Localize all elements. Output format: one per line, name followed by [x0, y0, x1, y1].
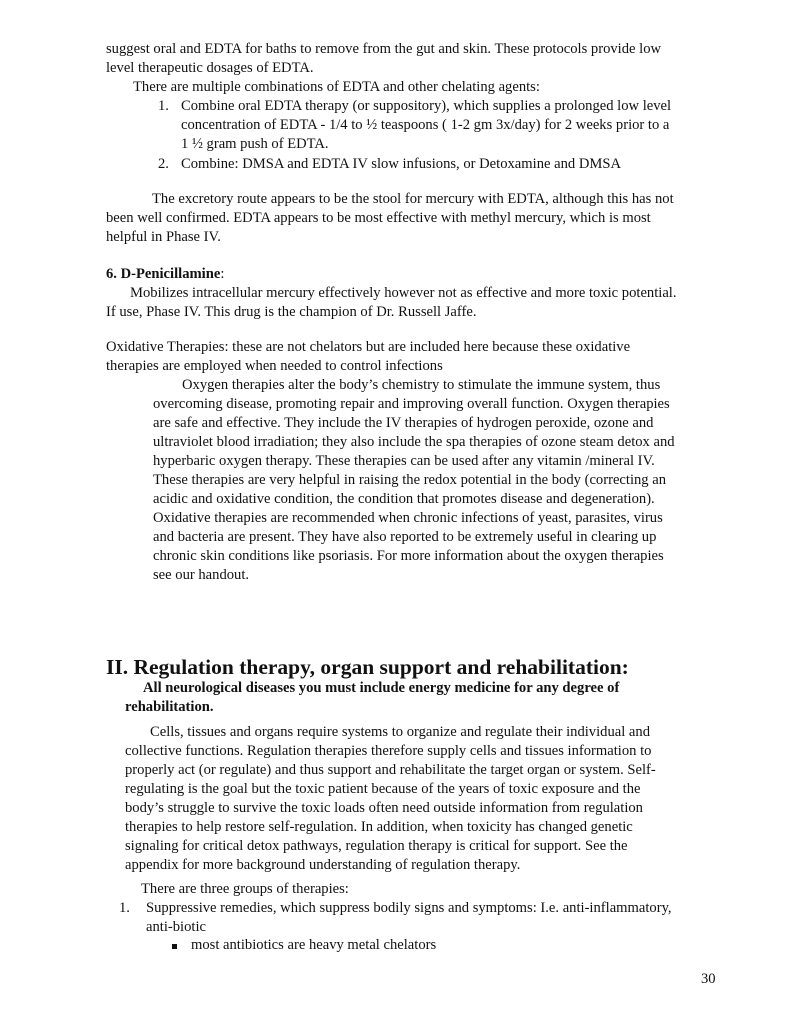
list-number: 2. — [158, 156, 169, 172]
section-subheading-line-1: All neurological diseases you must include energy medicine for any degree of — [143, 680, 620, 696]
paragraph-line: Oxygen therapies alter the body’s chemistry to stimulate the immune system, thus — [182, 377, 661, 393]
page-number: 30 — [701, 971, 716, 987]
penicillamine-line-2: If use, Phase IV. This drug is the champion of Dr. Russell Jaffe. — [106, 304, 477, 320]
list-item-line: Suppressive remedies, which suppress bodily signs and symptoms: I.e. anti-inflammatory, — [146, 900, 672, 916]
penicillamine-heading-text: 6. D-Penicillamine — [106, 266, 221, 282]
section-subheading-line-2: rehabilitation. — [125, 699, 214, 715]
penicillamine-heading — [106, 265, 224, 284]
paragraph-line: The excretory route appears to be the stool for mercury with EDTA, although this has not — [152, 191, 674, 207]
top-paragraph-line-1: suggest oral and EDTA for baths to remove from the gut and skin. These protocols provide low — [106, 41, 662, 57]
bullet-text: most antibiotics are heavy metal chelators — [191, 937, 437, 953]
list-item-line: anti-biotic — [146, 919, 206, 935]
list-item-line: Combine oral EDTA therapy (or suppository), which supplies a prolonged low level — [181, 98, 672, 114]
paragraph-line: see our handout. — [153, 567, 250, 583]
penicillamine-line-1: Mobilizes intracellular mercury effectively however not as effective and more toxic potential. — [130, 285, 677, 301]
paragraph-line: hyperbaric oxygen therapy. These therapies can be used after any vitamin /mineral IV. — [153, 453, 655, 469]
paragraph-line: appendix for more background understanding of regulation therapy. — [125, 857, 521, 873]
paragraph-line: acidic and oxidative condition, the condition that promotes disease and degeneration). — [153, 491, 655, 507]
paragraph-line: body’s struggle to survive the toxic loads often need outside information from regulation — [125, 800, 643, 816]
paragraph-line: helpful in Phase IV. — [106, 229, 221, 245]
paragraph-line: collective functions. Regulation therapies therefore supply cells and tissues information to — [125, 743, 652, 759]
paragraph-line: regulating is the goal but the toxic patient because of the years of toxic exposure and the — [125, 781, 641, 797]
penicillamine-heading-colon: : — [220, 266, 225, 282]
list-number: 1. — [158, 98, 169, 114]
paragraph-line: overcoming disease, promoting repair and improving overall function. Oxygen therapies — [153, 396, 670, 412]
list-item-line: concentration of EDTA - 1/4 to ½ teaspoons ( 1-2 gm 3x/day) for 2 weeks prior to a — [181, 117, 670, 133]
square-bullet-icon — [172, 944, 177, 949]
paragraph-line: Cells, tissues and organs require systems to organize and regulate their individual and — [150, 724, 650, 740]
paragraph-line: Oxidative therapies are recommended when chronic infections of yeast, parasites, virus — [153, 510, 663, 526]
list-item-line: Combine: DMSA and EDTA IV slow infusions, or Detoxamine and DMSA — [181, 156, 622, 172]
combinations-intro: There are multiple combinations of EDTA and other chelating agents: — [133, 79, 540, 95]
oxidative-intro-line-2: therapies are employed when needed to control infections — [106, 358, 443, 374]
top-paragraph-line-2: level therapeutic dosages of EDTA. — [106, 60, 314, 76]
oxidative-intro-line-1: Oxidative Therapies: these are not chelators but are included here because these oxidative — [106, 339, 631, 355]
paragraph-line: properly act (or regulate) and thus support and rehabilitate the target organ or system. Self- — [125, 762, 656, 778]
paragraph-line: signaling for critical detox pathways, regulation therapy is critical for support. See the — [125, 838, 628, 854]
paragraph-line: and bacteria are present. They have also reported to be extremely useful in clearing up — [153, 529, 657, 545]
section-heading: II. Regulation therapy, organ support and rehabilitation: — [106, 655, 629, 679]
paragraph-line: These therapies are very helpful in raising the redox potential in the body (correcting an — [153, 472, 667, 488]
paragraph-line: chronic skin conditions like psoriasis. For more information about the oxygen therapies — [153, 548, 664, 564]
paragraph-line: ultraviolet blood irradiation; they also include the spa therapies of ozone steam detox and — [153, 434, 675, 450]
paragraph-line: been well confirmed. EDTA appears to be most effective with methyl mercury, which is most — [106, 210, 651, 226]
groups-intro: There are three groups of therapies: — [141, 881, 349, 897]
list-number: 1. — [119, 900, 130, 916]
paragraph-line: are safe and effective. They include the IV therapies of hydrogen peroxide, ozone and — [153, 415, 654, 431]
paragraph-line: therapies to help restore self-regulation. In addition, when toxicity has changed genetic — [125, 819, 633, 835]
list-item-line: 1 ½ gram push of EDTA. — [181, 136, 329, 152]
